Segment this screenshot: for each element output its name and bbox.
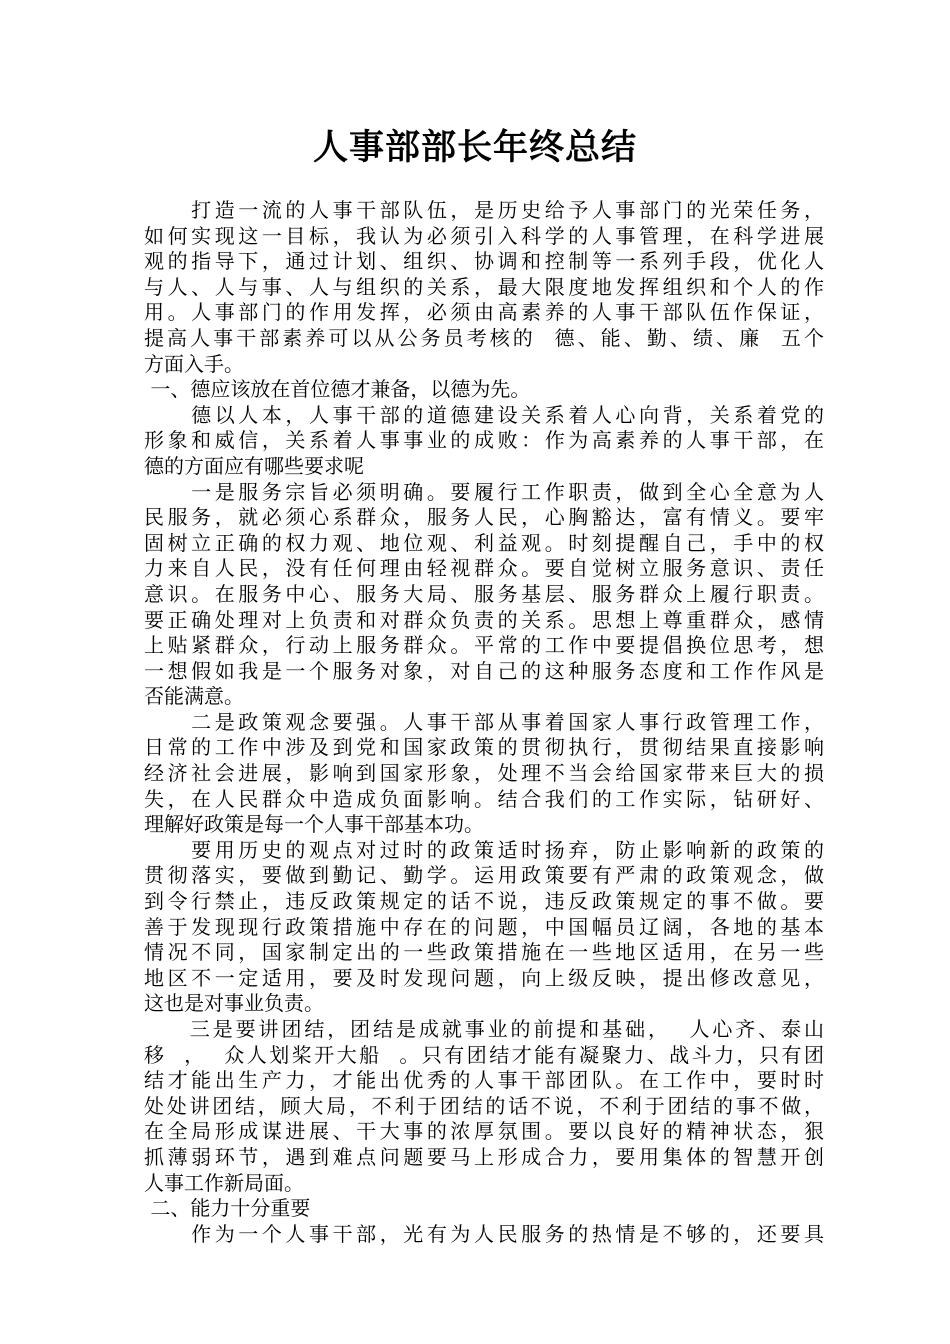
text-line: 三是要讲团结，团结是成就事业的前提和基础， 人心齐、泰山 <box>144 1017 824 1041</box>
text-line: 打造一流的人事干部队伍，是历史给予人事部门的光荣任务， <box>144 198 824 222</box>
text-line: 二、能力十分重要 <box>144 1196 311 1221</box>
text-line: 在全局形成谋进展、干大事的浓厚氛围。要以良好的精神状态，狠 <box>144 1119 824 1144</box>
text-line: 经济社会进展，影响到国家形象，处理不当会给国家带来巨大的损 <box>144 761 824 786</box>
text-line: 要用历史的观点对过时的政策适时扬弃，防止影响新的政策的 <box>144 837 824 862</box>
text-line: 上贴紧群众，行动上服务群众。平常的工作中要提倡换位思考，想 <box>144 633 824 658</box>
text-line: 形象和威信，关系着人事事业的成败：作为高素养的人事干部，在 <box>144 428 824 453</box>
text-line: 失，在人民群众中造成负面影响。结合我们的工作实际，钻研好、 <box>144 786 824 811</box>
text-line: 一想假如我是一个服务对象，对自己的这种服务态度和工作作风是 <box>144 658 824 683</box>
text-line: 力来自人民，没有任何理由轻视群众。要自觉树立服务意识、责任 <box>144 556 824 581</box>
text-line: 民服务，就必须心系群众，服务人民，心胸豁达，富有情义。要牢 <box>144 505 824 530</box>
text-line: 理解好政策是每一个人事干部基本功。 <box>144 812 484 837</box>
document-title: 人事部部长年终总结 <box>312 128 637 168</box>
text-line: 移 ， 众人划桨开大船 。只有团结才能有凝聚力、战斗力，只有团 <box>144 1042 824 1067</box>
text-line: 人事工作新局面。 <box>144 1170 304 1195</box>
text-line: 日常的工作中涉及到党和国家政策的贯彻执行，贯彻结果直接影响 <box>144 735 824 760</box>
text-line: 一是服务宗旨必须明确。要履行工作职责，做到全心全意为人 <box>144 479 824 504</box>
text-line: 要正确处理对上负责和对群众负责的关系。思想上尊重群众，感情 <box>144 607 824 632</box>
document-body <box>144 198 824 1247</box>
text-line: 固树立正确的权力观、地位观、利益观。时刻提醒自己，手中的权 <box>144 530 824 555</box>
text-line: 如何实现这一目标，我认为必须引入科学的人事管理，在科学进展 <box>144 223 824 248</box>
text-line: 德以人本，人事干部的道德建设关系着人心向背，关系着党的 <box>144 402 824 427</box>
text-line: 德的方面应有哪些要求呢 <box>144 453 364 478</box>
text-line: 抓薄弱环节，遇到难点问题要马上形成合力，要用集体的智慧开创 <box>144 1144 824 1169</box>
text-line: 到令行禁止，违反政策规定的话不说，违反政策规定的事不做。要 <box>144 889 824 914</box>
text-line: 意识。在服务中心、服务大局、服务基层、服务群众上履行职责。 <box>144 581 824 606</box>
text-line: 地区不一定适用，要及时发现问题，向上级反映，提出修改意见， <box>144 965 824 990</box>
text-line: 作为一个人事干部，光有为人民服务的热情是不够的，还要具 <box>144 1221 824 1246</box>
text-line: 与人、人与事、人与组织的关系，最大限度地发挥组织和个人的作 <box>144 274 824 299</box>
text-line: 用。人事部门的作用发挥，必须由高素养的人事干部队伍作保证， <box>144 300 824 325</box>
text-line: 结才能出生产力，才能出优秀的人事干部团队。在工作中，要时时 <box>144 1068 824 1093</box>
text-line: 方面入手。 <box>144 351 244 376</box>
text-line: 观的指导下，通过计划、组织、协调和控制等一系列手段，优化人 <box>144 249 824 274</box>
text-line: 情况不同，国家制定出的一些政策措施在一些地区适用，在另一些 <box>144 940 824 965</box>
text-line: 贯彻落实，要做到勤记、勤学。运用政策要有严肃的政策观念，做 <box>144 863 824 888</box>
text-line: 否能满意。 <box>144 684 244 709</box>
text-line: 提高人事干部素养可以从公务员考核的 德、能、勤、绩、廉 五个 <box>144 325 824 350</box>
text-line: 处处讲团结，顾大局，不利于团结的话不说，不利于团结的事不做， <box>144 1093 824 1118</box>
text-line: 善于发现现行政策措施中存在的问题，中国幅员辽阔，各地的基本 <box>144 914 824 939</box>
text-line: 这也是对事业负责。 <box>144 991 324 1016</box>
text-line: 二是政策观念要强。人事干部从事着国家人事行政管理工作， <box>144 709 824 734</box>
text-line: 一、德应该放在首位德才兼备，以德为先。 <box>144 377 531 402</box>
